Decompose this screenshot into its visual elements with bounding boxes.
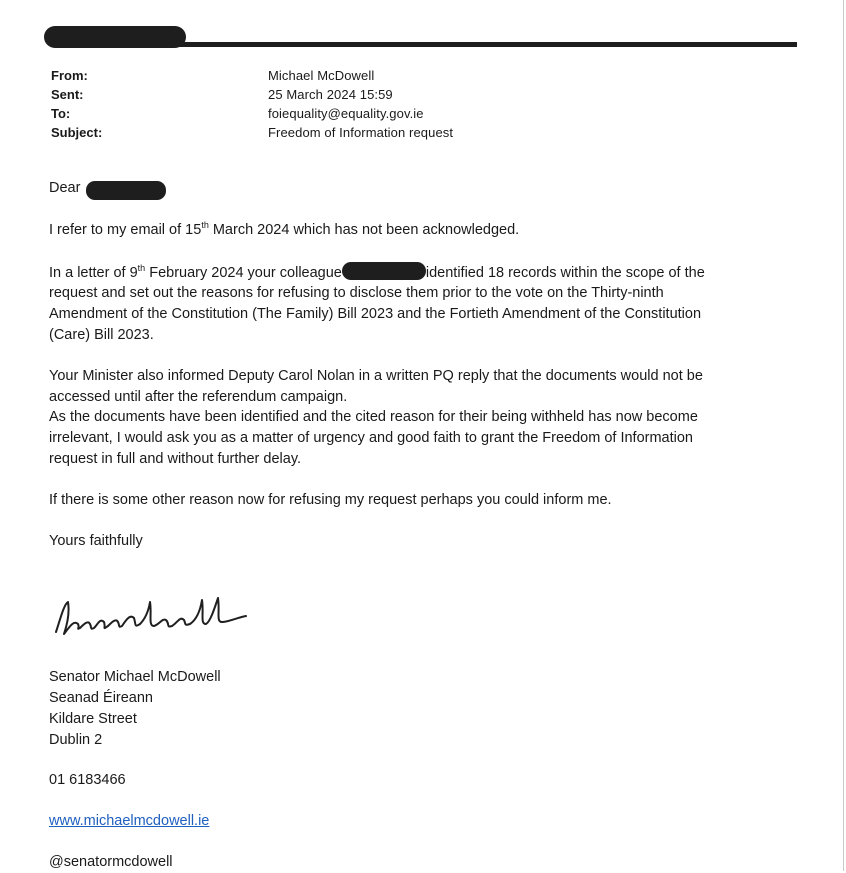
website-link[interactable]: www.michaelmcdowell.ie	[49, 813, 210, 829]
salutation-text: Dear	[49, 180, 81, 196]
header-rule	[150, 42, 797, 47]
paragraph-3-line-4: irrelevant, I would ask you as a matter of urgency and good faith to grant the Freedom of Information	[49, 430, 693, 446]
social-handle: @senatormcdowell	[49, 854, 173, 870]
to-label: To:	[51, 106, 71, 121]
paragraph-2-line-1	[49, 262, 705, 284]
paragraph-4: If there is some other reason now for refusing my request perhaps you could inform me.	[49, 492, 612, 508]
subject-value: Freedom of Information request	[268, 125, 454, 140]
salutation	[49, 178, 80, 199]
para1-text-a: I refer to my email of 15	[49, 222, 202, 238]
to-row	[51, 104, 751, 123]
page-edge	[843, 0, 844, 871]
para2-text-b: February 2024 your colleague	[145, 265, 342, 281]
signature-phone: 01 6183466	[49, 772, 126, 788]
paragraph-1	[49, 220, 519, 241]
paragraph-3-line-2: accessed until after the referendum campaign.	[49, 389, 348, 405]
from-label: From:	[51, 68, 88, 83]
signature-street: Kildare Street	[49, 711, 137, 727]
website-link-row	[49, 811, 209, 832]
paragraph-2-line-4: (Care) Bill 2023.	[49, 327, 154, 343]
sent-row	[51, 85, 751, 104]
email-header	[51, 66, 751, 142]
handwritten-signature	[50, 590, 260, 650]
para2-sup: th	[137, 263, 146, 274]
sent-value: 25 March 2024 15:59	[268, 87, 393, 102]
paragraph-2-line-2: request and set out the reasons for refusing to disclose them prior to the vote on the Thirty-ninth	[49, 285, 664, 301]
sent-label: Sent:	[51, 87, 84, 102]
para2-text-a: In a letter of 9	[49, 265, 138, 281]
paragraph-2-line-3: Amendment of the Constitution (The Family) Bill 2023 and the Fortieth Amendment of the Constitution	[49, 306, 702, 322]
para2-text-c: identified 18 records within the scope of the	[425, 265, 705, 281]
paragraph-3-line-3: As the documents have been identified and the cited reason for their being withheld has now become	[49, 409, 698, 425]
signature-name: Senator Michael McDowell	[49, 669, 221, 685]
from-value: Michael McDowell	[268, 68, 375, 83]
paragraph-3-line-5: request in full and without further delay.	[49, 451, 302, 467]
redacted-salutation-name	[86, 181, 166, 200]
redacted-colleague-name	[342, 262, 426, 280]
signature-city: Dublin 2	[49, 732, 103, 748]
subject-label: Subject:	[51, 125, 103, 140]
para1-text-b: March 2024 which has not been acknowledged.	[208, 222, 520, 238]
to-value: foiequality@equality.gov.ie	[268, 106, 424, 121]
subject-row	[51, 123, 751, 142]
para1-sup: th	[201, 220, 209, 231]
from-row	[51, 66, 751, 85]
closing: Yours faithfully	[49, 533, 143, 549]
signature-org: Seanad Éireann	[49, 690, 153, 706]
paragraph-3-line-1: Your Minister also informed Deputy Carol Nolan in a written PQ reply that the documents would not be	[49, 368, 703, 384]
